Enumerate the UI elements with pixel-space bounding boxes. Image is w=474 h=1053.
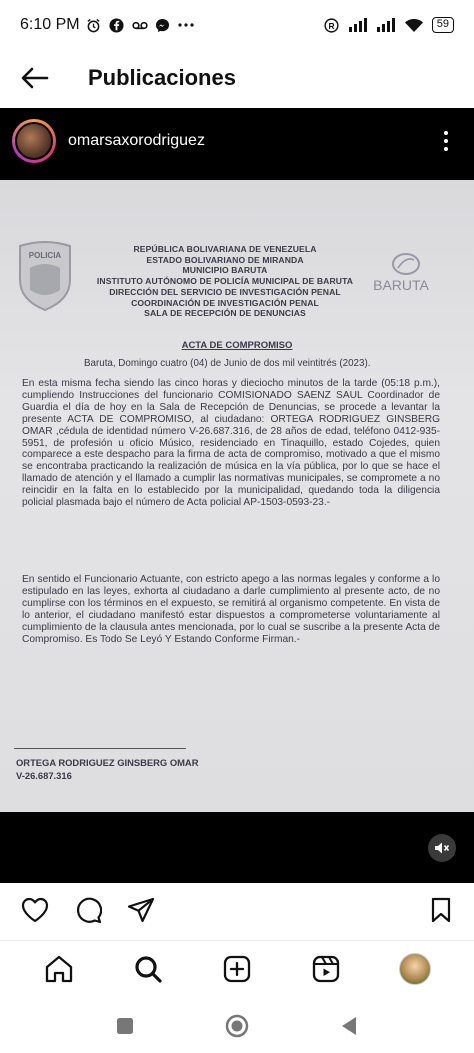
more-options-icon[interactable] <box>436 126 456 156</box>
police-shield-logo <box>14 240 76 312</box>
mute-icon[interactable] <box>428 834 456 862</box>
post-photo[interactable] <box>0 180 474 812</box>
header-line: ESTADO BOLIVARIANO DE MIRANDA <box>146 254 304 265</box>
share-icon[interactable] <box>126 895 156 925</box>
post-header <box>0 108 474 174</box>
recents-button[interactable] <box>113 1014 137 1038</box>
post <box>0 108 474 883</box>
reels-icon[interactable] <box>309 952 343 986</box>
search-icon[interactable] <box>131 952 165 986</box>
post-username[interactable]: omarsaxorodriguez <box>68 132 205 149</box>
wifi-icon <box>404 17 424 33</box>
more-dots-icon <box>178 17 194 33</box>
document-header <box>80 244 370 319</box>
voicemail-icon <box>132 17 148 33</box>
user-avatar[interactable] <box>12 119 56 163</box>
status-bar <box>0 0 474 50</box>
avatar-image <box>15 122 53 160</box>
bookmark-icon[interactable] <box>426 895 456 925</box>
header-line: SALA DE RECEPCIÓN DE DENUNCIAS <box>144 308 306 319</box>
signature-block <box>16 756 198 782</box>
profile-avatar-image <box>399 953 431 985</box>
header-line: COORDINACIÓN DE INVESTIGACIÓN PENAL <box>131 297 319 308</box>
alarm-icon <box>86 17 102 33</box>
header-line: REPÚBLICA BOLIVARIANA DE VENEZUELA <box>133 244 317 254</box>
logo-left-text: POLICIA <box>28 251 62 260</box>
header-line: DIRECCIÓN DEL SERVICIO DE INVESTIGACIÓN PENAL <box>109 286 341 297</box>
bottom-nav <box>0 940 474 996</box>
logo-right-text: BARUTA <box>373 277 429 293</box>
document-date: Baruta, Domingo cuatro (04) de Junio de dos mil veintitrés (2023). <box>84 358 371 369</box>
profile-avatar[interactable] <box>398 952 432 986</box>
home-button[interactable] <box>225 1014 249 1038</box>
app-bar <box>0 50 474 106</box>
status-right-icons <box>324 17 454 33</box>
status-left-icons <box>86 17 194 33</box>
comment-icon[interactable] <box>73 895 103 925</box>
new-post-icon[interactable] <box>220 952 254 986</box>
page-title: Publicaciones <box>88 65 236 90</box>
system-nav <box>0 998 474 1053</box>
header-line: INSTITUTO AUTÓNOMO DE POLICÍA MUNICIPAL DE BARUTA <box>96 276 354 287</box>
signature-id: V-26.687.316 <box>16 770 72 781</box>
facebook-icon <box>109 17 125 33</box>
baruta-logo <box>366 250 436 302</box>
signature-name: ORTEGA RODRIGUEZ GINSBERG OMAR <box>16 757 199 768</box>
status-time: 6:10 PM <box>20 16 80 33</box>
registered-icon <box>324 17 340 33</box>
battery-indicator: 59 <box>432 17 454 33</box>
svg-text:R: R <box>328 20 335 31</box>
header-line: MUNICIPIO BARUTA <box>182 265 268 276</box>
signature-line <box>14 748 186 749</box>
back-button[interactable] <box>337 1014 361 1038</box>
document-photo <box>0 180 474 812</box>
heart-icon[interactable] <box>20 895 50 925</box>
messenger-icon <box>155 17 171 33</box>
signal-icon <box>376 17 396 33</box>
document-paragraph: En sentido el Funcionario Actuante, con estricto apego a las normas legales y conforme a lo estipulado en las leyes, exhorta al ciudadano a darle cumplimiento al presente acto, de no cumplirse con los términos en el expuesto, se remitirá al organismo competente. En vista de lo anterior, el ciudadano manifestó estar dispuestos a comprometerse voluntariamente al cumplimiento de la clausula antes mencionada, por lo cual se suscribe a la presente Acta de Compromiso. Es Todo Se Leyó Y Estando Conforme Firman.- <box>22 574 440 645</box>
home-icon[interactable] <box>42 952 76 986</box>
signal-icon <box>348 17 368 33</box>
document-paragraph: En esta misma fecha siendo las cinco horas y dieciocho minutos de la tarde (05:18 p.m.), cumpliendo Instrucciones del funcionario COMISIONADO SAENZ SAUL Coordinador de Guardia el día de hoy en la Sala de Recepción de Denuncias, se procede a levantar la presente ACTA DE COMPROMISO, al ciudadano: ORTEGA RODRIGUEZ GINSBERG OMAR ,cédula de identidad número V-26.687.316, de 28 años de edad, teléfono 0412-935-5951, de profesión u oficio Músico, residenciado en Tinaquillo, estado Cojedes, quien comparece a este despacho para la firma de acta de compromiso, motivado a que el mismo se encontraba practicando la realización de música en la vía pública, por lo que se hace el llamado de atención y el llamado a cumplir las normativas municipales, se compromete a no reincidir en la falta en lo establecido por la municipalidad, quedando toda la diligencia policial plasmada bajo el número de Acta policial AP-1503-0593-23.- <box>22 378 440 509</box>
post-actions <box>0 890 474 930</box>
document-title: ACTA DE COMPROMISO <box>181 340 293 351</box>
back-arrow-icon[interactable] <box>18 61 52 95</box>
